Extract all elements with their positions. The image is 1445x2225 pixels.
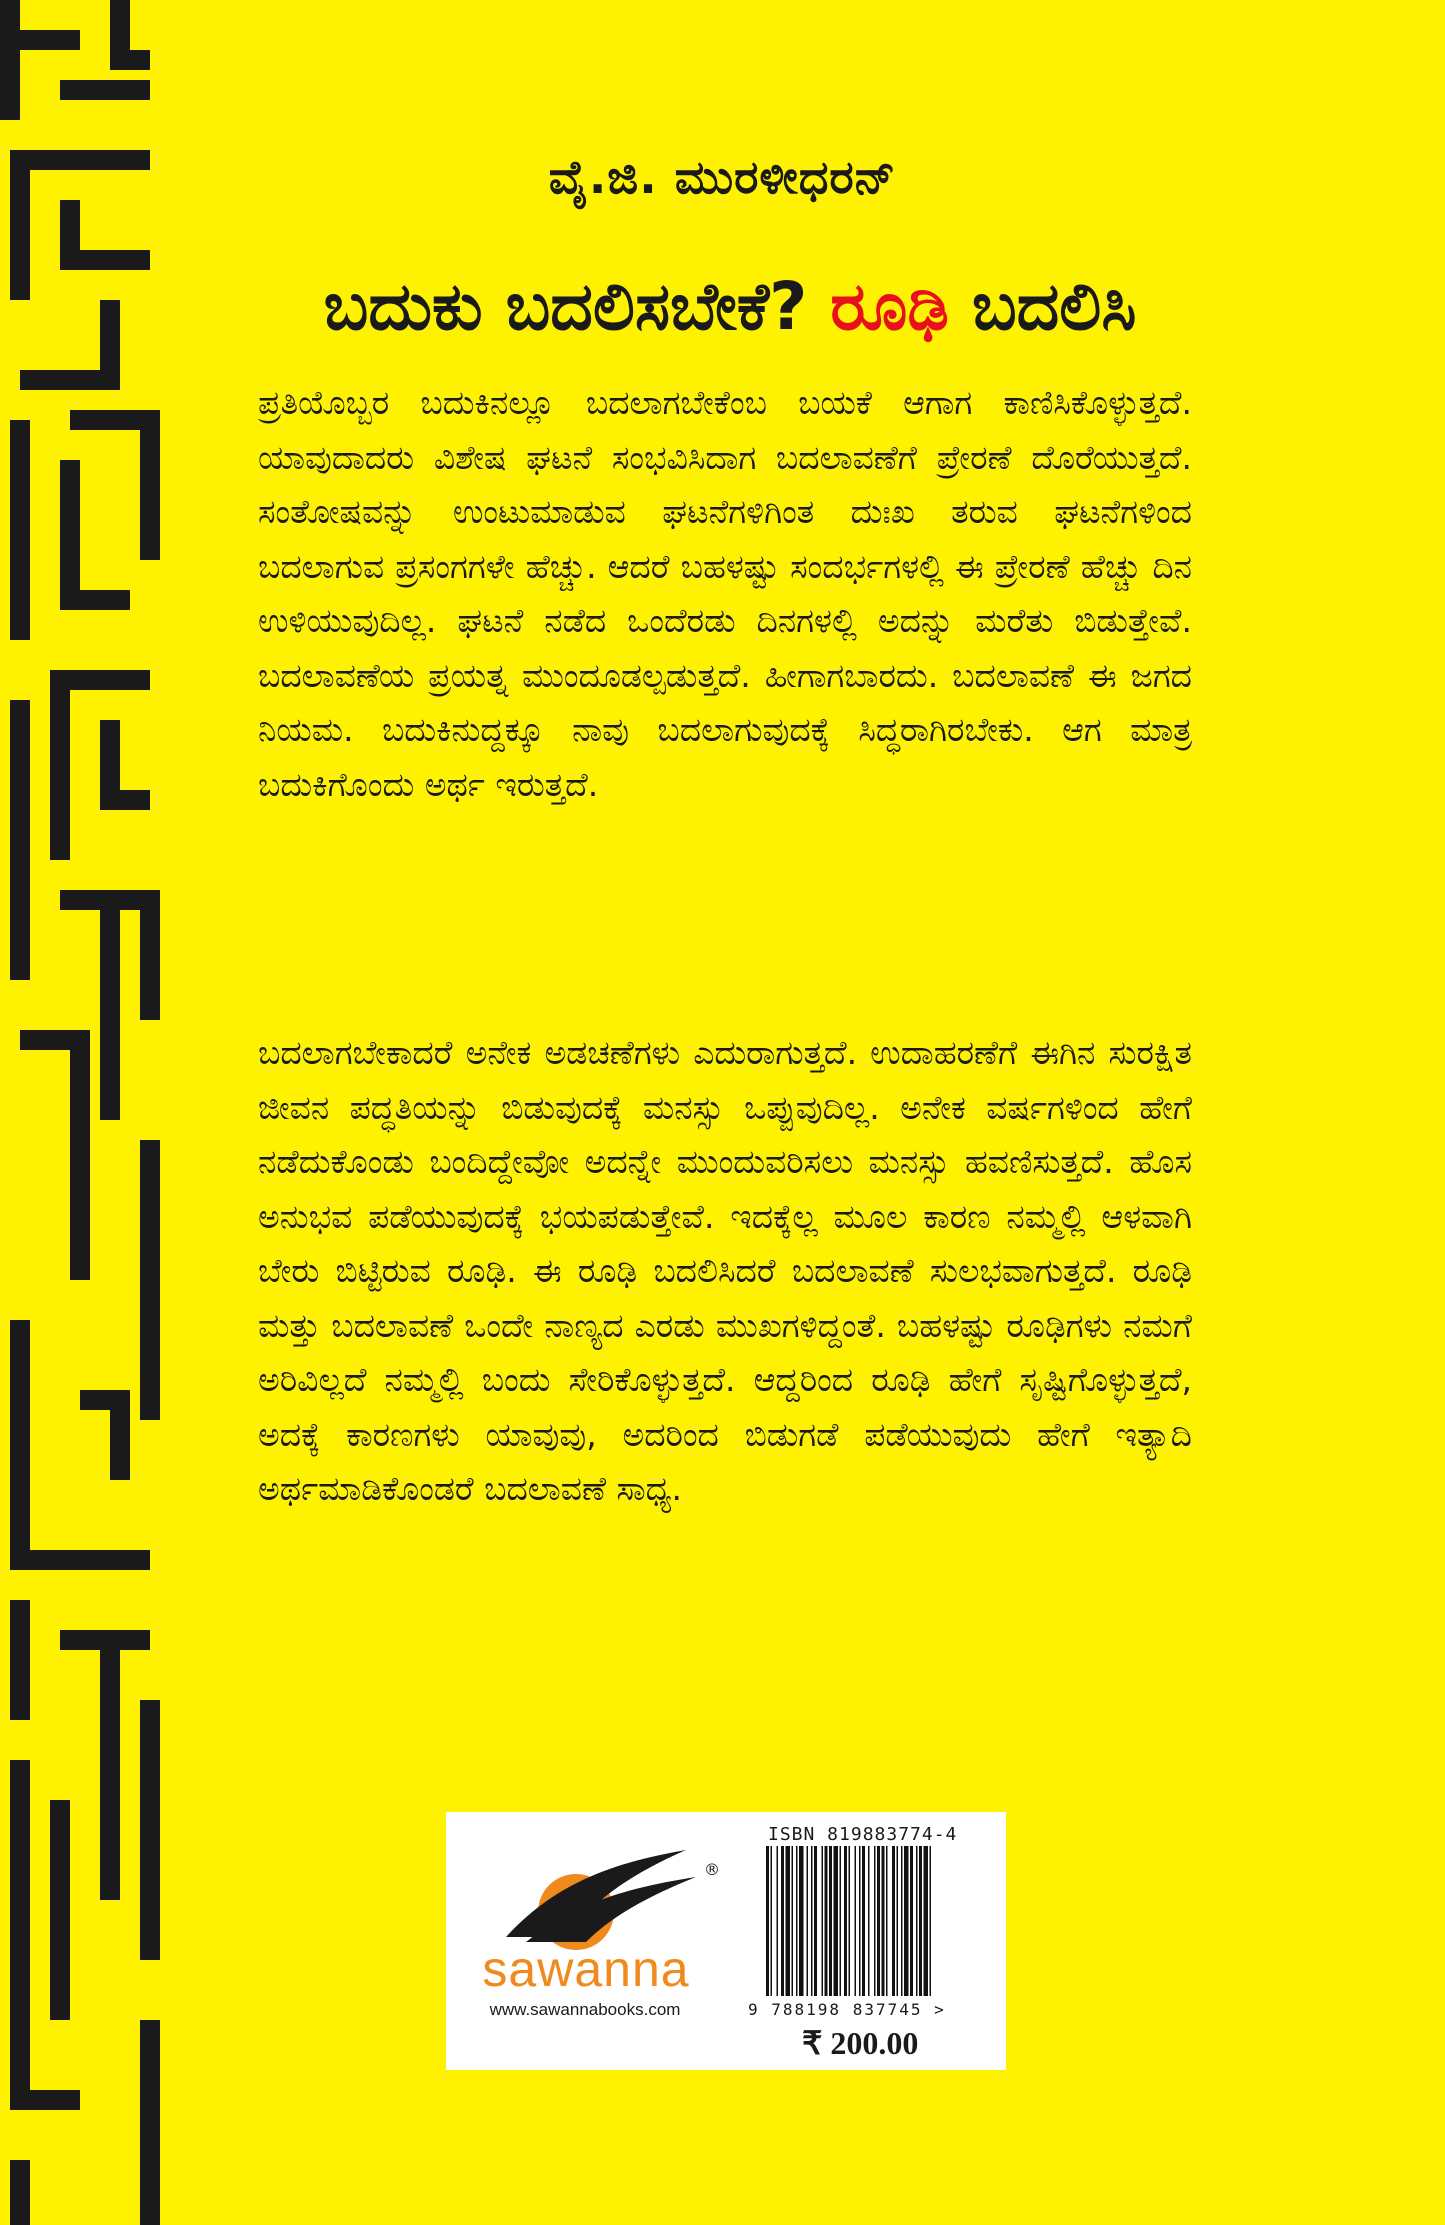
maze-pattern-icon: [0, 0, 160, 2225]
blurb-text-2: ಬದಲಾಗಬೇಕಾದರೆ ಅನೇಕ ಅಡಚಣೆಗಳು ಎದುರಾಗುತ್ತದೆ. ಉದಾಹರಣೆಗೆ ಈಗಿನ ಸುರಕ್ಷಿತ ಜೀವನ ಪದ್ಧತಿಯನ್ನು ಬಿಡುವುದಕ್ಕೆ ಮನಸ್ಸು ಒಪ್ಪುವುದಿಲ್ಲ. ಅನೇಕ ವರ್ಷಗಳಿಂದ ಹೇಗೆ ನಡೆದುಕೊಂಡು ಬಂದಿದ್ದೇವೋ ಅದನ್ನೇ ಮುಂದುವರಿಸಲು ಮನಸ್ಸು ಹವಣಿಸುತ್ತದೆ. ಹೊಸ ಅನುಭವ ಪಡೆಯುವುದಕ್ಕೆ ಭಯಪಡುತ್ತೇವೆ. ಇದಕ್ಕೆಲ್ಲ ಮೂಲ ಕಾರಣ ನಮ್ಮಲ್ಲಿ ಆಳವಾಗಿ ಬೇರು ಬಿಟ್ಟಿರುವ ರೂಢಿ. ಈ ರೂಢಿ ಬದಲಿಸಿದರೆ ಬದಲಾವಣೆ ಸುಲಭವಾಗುತ್ತದೆ. ರೂಢಿ ಮತ್ತು ಬದಲಾವಣೆ ಒಂದೇ ನಾಣ್ಯದ ಎರಡು ಮುಖಗಳಿದ್ದಂತೆ. ಬಹಳಷ್ಟು ರೂಢಿಗಳು ನಮಗೆ ಅರಿವಿಲ್ಲದೆ ನಮ್ಮಲ್ಲಿ ಬಂದು ಸೇರಿಕೊಳ್ಳುತ್ತದೆ. ಆದ್ದರಿಂದ ರೂಢಿ ಹೇಗೆ ಸೃಷ್ಟಿಗೊಳ್ಳುತ್ತದೆ, ಅದಕ್ಕೆ ಕಾರಣಗಳು ಯಾವುವು, ಅದರಿಂದ ಬಿಡುಗಡೆ ಪಡೆಯುವುದು ಹೇಗೆ ಇತ್ಯಾದಿ ಅರ್ಥಮಾಡಿಕೊಂಡರೆ ಬದಲಾವಣೆ ಸಾಧ್ಯ.: [258, 1033, 1192, 1508]
isbn-label: ISBN 819883774-4: [768, 1824, 958, 1845]
spine-maze-graphic: [0, 0, 160, 2225]
registered-mark: ®: [704, 1860, 720, 1879]
barcode-digits: 9 788198 837745 >: [748, 2000, 946, 2019]
blurb-paragraph-1: [258, 376, 1192, 812]
barcode-icon: [764, 1846, 989, 1996]
title-part-1: ಬದುಕು ಬದಲಿಸಬೇಕೆ?: [323, 268, 808, 345]
title-part-2: ಬದಲಿಸಿ: [971, 268, 1137, 345]
blurb-paragraph-2: [258, 1026, 1192, 1517]
book-title: [255, 268, 1205, 347]
publisher-url: www.sawannabooks.com: [489, 2000, 681, 2019]
price-label: ₹ 200.00: [802, 2025, 919, 2061]
publisher-name: sawanna: [482, 1941, 690, 1997]
title-highlight: ರೂಢಿ: [830, 268, 949, 345]
sawanna-logo-icon: [466, 1842, 706, 1952]
author-name: ವೈ.ಜಿ. ಮುರಳೀಧರನ್: [548, 150, 897, 204]
publisher-barcode-panel: [446, 1812, 1006, 2070]
blurb-text-1: ಪ್ರತಿಯೊಬ್ಬರ ಬದುಕಿನಲ್ಲೂ ಬದಲಾಗಬೇಕೆಂಬ ಬಯಕೆ ಆಗಾಗ ಕಾಣಿಸಿಕೊಳ್ಳುತ್ತದೆ. ಯಾವುದಾದರು ವಿಶೇಷ ಘಟನೆ ಸಂಭವಿಸಿದಾಗ ಬದಲಾವಣೆಗೆ ಪ್ರೇರಣೆ ದೊರೆಯುತ್ತದೆ. ಸಂತೋಷವನ್ನು ಉಂಟುಮಾಡುವ ಘಟನೆಗಳಿಗಿಂತ ದುಃಖ ತರುವ ಘಟನೆಗಳಿಂದ ಬದಲಾಗುವ ಪ್ರಸಂಗಗಳೇ ಹೆಚ್ಚು. ಆದರೆ ಬಹಳಷ್ಟು ಸಂದರ್ಭಗಳಲ್ಲಿ ಈ ಪ್ರೇರಣೆ ಹೆಚ್ಚು ದಿನ ಉಳಿಯುವುದಿಲ್ಲ. ಘಟನೆ ನಡೆದ ಒಂದೆರಡು ದಿನಗಳಲ್ಲಿ ಅದನ್ನು ಮರೆತು ಬಿಡುತ್ತೇವೆ. ಬದಲಾವಣೆಯ ಪ್ರಯತ್ನ ಮುಂದೂಡಲ್ಪಡುತ್ತದೆ. ಹೀಗಾಗಬಾರದು. ಬದಲಾವಣೆ ಈ ಜಗದ ನಿಯಮ. ಬದುಕಿನುದ್ದಕ್ಕೂ ನಾವು ಬದಲಾಗುವುದಕ್ಕೆ ಸಿದ್ಧರಾಗಿರಬೇಕು. ಆಗ ಮಾತ್ರ ಬದುಕಿಗೊಂದು ಅರ್ಥ ಇರುತ್ತದೆ.: [258, 383, 1192, 804]
